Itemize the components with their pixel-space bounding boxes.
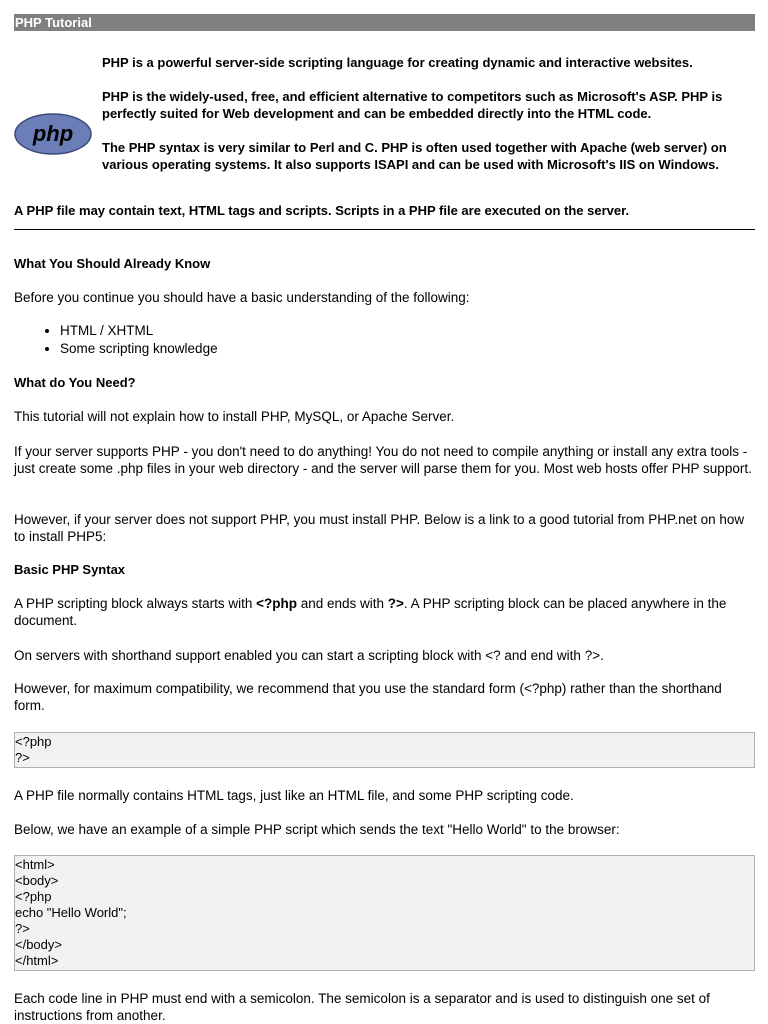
code-block-1: <?php ?> xyxy=(14,732,755,768)
logo-text: php xyxy=(32,121,74,146)
intro-p3: The PHP syntax is very similar to Perl and C. PHP is often used together with Apache (web server) on various operating systems. It also supports ISAPI and can be used with Microsoft's IIS on Windows. xyxy=(102,140,727,172)
syntax-p4: A PHP file normally contains HTML tags, just like an HTML file, and some PHP scripting code. xyxy=(14,788,574,803)
page-title: PHP Tutorial xyxy=(14,14,755,31)
document xyxy=(14,14,755,1023)
need-p1: This tutorial will not explain how to install PHP, MySQL, or Apache Server. xyxy=(14,409,455,424)
list-item: • HTML / XHTML xyxy=(60,322,768,340)
heading-what-need: What do You Need? xyxy=(14,375,136,390)
php-logo xyxy=(14,113,92,155)
intro-section xyxy=(14,31,755,181)
code-block-2: <html> <body> <?php echo "Hello World"; ?> </body> </html> xyxy=(14,855,755,971)
syntax-p3: However, for maximum compatibility, we recommend that you use the standard form (<?php) rather than the shorthand form. xyxy=(14,681,722,713)
need-p3: However, if your server does not support PHP, you must install PHP. Below is a link to a good tutorial from PHP.net on how to install PHP5: xyxy=(14,512,745,544)
know-list xyxy=(14,322,768,358)
need-p2: If your server supports PHP - you don't need to do anything! You do not need to compile anything or install any extra tools - just create some .php files in your web directory - and the server will parse them for you. Most web hosts offer PHP support. xyxy=(14,444,752,476)
syntax-p5: Below, we have an example of a simple PHP script which sends the text "Hello World" to the browser: xyxy=(14,822,620,837)
syntax-p2: On servers with shorthand support enabled you can start a scripting block with <? and end with ?>. xyxy=(14,648,604,663)
heading-basic-syntax: Basic PHP Syntax xyxy=(14,562,126,577)
lead-paragraph: A PHP file may contain text, HTML tags and scripts. Scripts in a PHP file are executed on the server. xyxy=(14,203,630,218)
list-item: • Some scripting knowledge xyxy=(60,340,768,358)
divider xyxy=(14,229,755,230)
intro-p1: PHP is a powerful server-side scripting language for creating dynamic and interactive websites. xyxy=(102,55,693,70)
intro-p2: PHP is the widely-used, free, and efficient alternative to competitors such as Microsoft's ASP. PHP is perfectly suited for Web development and can be embedded directly into the HTML code. xyxy=(102,89,723,121)
know-text: Before you continue you should have a basic understanding of the following: xyxy=(14,290,470,305)
heading-already-know: What You Should Already Know xyxy=(14,256,211,271)
syntax-p1: A PHP scripting block always starts with <?php and ends with ?>. A PHP scripting block can be placed anywhere in the document. xyxy=(14,596,727,628)
syntax-p6: Each code line in PHP must end with a semicolon. The semicolon is a separator and is used to distinguish one set of instructions from another. xyxy=(14,991,710,1023)
